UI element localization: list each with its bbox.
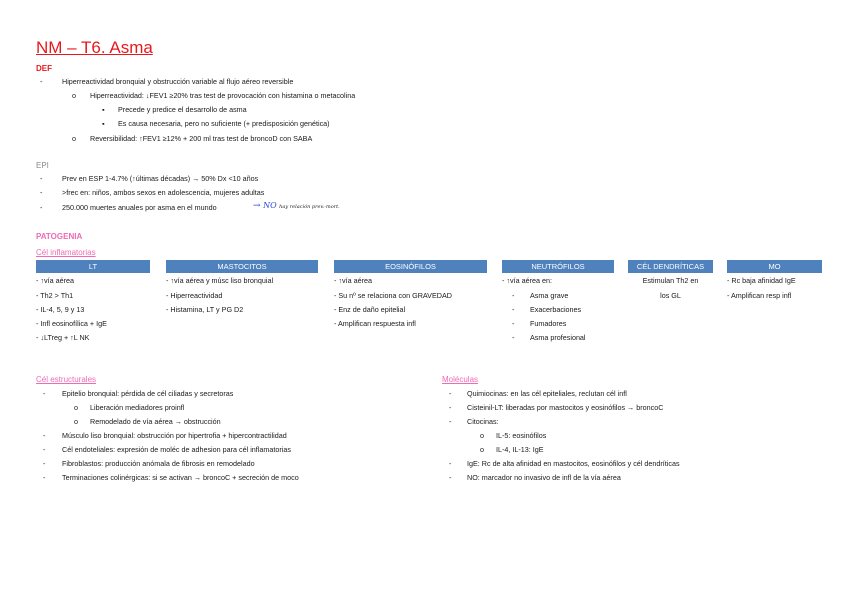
- neutrofilos-item: - ↑vía aérea en:: [502, 276, 552, 285]
- epi-heading: EPI: [36, 161, 49, 170]
- dash-bullet: -: [512, 333, 515, 342]
- circle-bullet: o: [480, 445, 484, 454]
- dash-bullet: -: [449, 403, 452, 412]
- dash-bullet: -: [512, 291, 515, 300]
- cel-inflamatorias-heading: Cél inflamatorias: [36, 248, 96, 257]
- struct-line-3: Remodelado de vía aérea → obstrucción: [90, 417, 221, 426]
- mastocitos-item: - Histamina, LT y PG D2: [166, 305, 244, 314]
- circle-bullet: o: [480, 431, 484, 440]
- epi-line-3: 250.000 muertes anuales por asma en el mundo: [62, 203, 217, 212]
- dash-bullet: -: [40, 174, 43, 183]
- def-line-2: Hiperreactividad: ↓FEV1 ≥20% tras test de provocación con histamina o metacolina: [90, 91, 356, 100]
- header-mo: MO: [727, 260, 822, 273]
- square-bullet: ▪: [102, 119, 105, 128]
- square-bullet: ▪: [102, 105, 105, 114]
- header-neutrofilos: NEUTRÓFILOS: [502, 260, 614, 273]
- struct-line-7: Terminaciones colinérgicas: si se activan → broncoC + secreción de moco: [62, 473, 299, 482]
- mol-line-5: IL-4, IL-13: IgE: [496, 445, 544, 454]
- neutrofilos-item: Exacerbaciones: [530, 305, 582, 314]
- dash-bullet: -: [512, 319, 515, 328]
- def-heading: DEF: [36, 64, 52, 73]
- dash-bullet: -: [43, 431, 46, 440]
- dash-bullet: -: [512, 305, 515, 314]
- hand-no: NO: [263, 201, 277, 210]
- dendriticas-item: los GL: [660, 291, 681, 300]
- struct-line-6: Fibroblastos: producción anómala de fibrosis en remodelado: [62, 459, 255, 468]
- struct-line-2: Liberación mediadores proinfl: [90, 403, 185, 412]
- dash-bullet: -: [449, 389, 452, 398]
- dash-bullet: -: [449, 417, 452, 426]
- mol-line-3: Citocinas:: [467, 417, 499, 426]
- dash-bullet: -: [449, 473, 452, 482]
- circle-bullet: o: [72, 91, 76, 100]
- mol-line-4: IL-5: eosinófilos: [496, 431, 547, 440]
- dash-bullet: -: [40, 188, 43, 197]
- dash-bullet: -: [43, 473, 46, 482]
- eosinofilos-item: - Amplifican respuesta infl: [334, 319, 416, 328]
- lt-item: - ↓LTreg + ↑L NK: [36, 333, 90, 342]
- header-cel-dendriticas: CÉL DENDRÍTICAS: [628, 260, 713, 273]
- dash-bullet: -: [43, 445, 46, 454]
- hand-rest: hay relación prev.-mort.: [279, 204, 340, 210]
- def-line-3: Precede y predice el desarrollo de asma: [118, 105, 247, 114]
- hand-arrow: →: [253, 201, 261, 211]
- mo-item: - Rc baja afinidad IgE: [727, 276, 796, 285]
- patogenia-heading: PATOGENIA: [36, 232, 83, 241]
- cel-estructurales-heading: Cél estructurales: [36, 375, 97, 384]
- lt-item: - Th2 > Th1: [36, 291, 74, 300]
- def-line-5: Reversibilidad: ↑FEV1 ≥12% + 200 ml tras test de broncoD con SABA: [90, 134, 313, 143]
- struct-line-4: Músculo liso bronquial: obstrucción por hipertrofia + hipercontractilidad: [62, 431, 287, 440]
- dash-bullet: -: [43, 389, 46, 398]
- struct-line-5: Cél endoteliales: expresión de moléc de adhesion para cél inflamatorias: [62, 445, 291, 454]
- page-title: NM – T6. Asma: [36, 38, 153, 57]
- header-eosinofilos: EOSINÓFILOS: [334, 260, 487, 273]
- mastocitos-item: - ↑vía aérea y músc liso bronquial: [166, 276, 274, 285]
- moleculas-heading: Moléculas: [442, 375, 479, 384]
- dash-bullet: -: [40, 77, 43, 86]
- dash-bullet: -: [40, 203, 43, 212]
- mol-line-6: IgE: Rc de alta afinidad en mastocitos, eosinófilos y cél dendríticas: [467, 459, 680, 468]
- handwritten-note: [253, 200, 340, 211]
- eosinofilos-item: - Enz de daño epitelial: [334, 305, 406, 314]
- circle-bullet: o: [72, 134, 76, 143]
- eosinofilos-item: - ↑vía aérea: [334, 276, 372, 285]
- neutrofilos-item: Asma grave: [530, 291, 569, 300]
- dendriticas-item: Estimulan Th2 en: [642, 276, 699, 285]
- struct-line-1: Epitelio bronquial: pérdida de cél ciliadas y secretoras: [62, 389, 234, 398]
- lt-item: - ↑vía aérea: [36, 276, 74, 285]
- mol-line-2: Cisteinil-LT: liberadas por mastocitos y eosinófilos → broncoC: [467, 403, 664, 412]
- mol-line-7: NO: marcador no invasivo de infl de la vía aérea: [467, 473, 621, 482]
- lt-item: - IL-4, 5, 9 y 13: [36, 305, 85, 314]
- neutrofilos-item: Asma profesional: [530, 333, 586, 342]
- neutrofilos-item: Fumadores: [530, 319, 567, 328]
- mo-item: - Amplifican resp infl: [727, 291, 792, 300]
- lt-item: - Infl eosinofílica + IgE: [36, 319, 107, 328]
- header-mastocitos: MASTOCITOS: [166, 260, 318, 273]
- circle-bullet: o: [74, 403, 78, 412]
- epi-line-2: >frec en: niños, ambos sexos en adolescencia, mujeres adultas: [62, 188, 265, 197]
- epi-line-1: Prev en ESP 1-4.7% (↑últimas décadas) → 50% Dx <10 años: [62, 174, 259, 183]
- def-line-4: Es causa necesaria, pero no suficiente (+ predisposición genética): [118, 119, 330, 128]
- header-lt: LT: [36, 260, 150, 273]
- mol-line-1: Quimiocinas: en las cél epiteliales, reclutan cél infl: [467, 389, 627, 398]
- dash-bullet: -: [43, 459, 46, 468]
- def-line-1: Hiperreactividad bronquial y obstrucción variable al flujo aéreo reversible: [62, 77, 294, 86]
- circle-bullet: o: [74, 417, 78, 426]
- dash-bullet: -: [449, 459, 452, 468]
- eosinofilos-item: - Su nº se relaciona con GRAVEDAD: [334, 291, 452, 300]
- mastocitos-item: - Hiperreactividad: [166, 291, 223, 300]
